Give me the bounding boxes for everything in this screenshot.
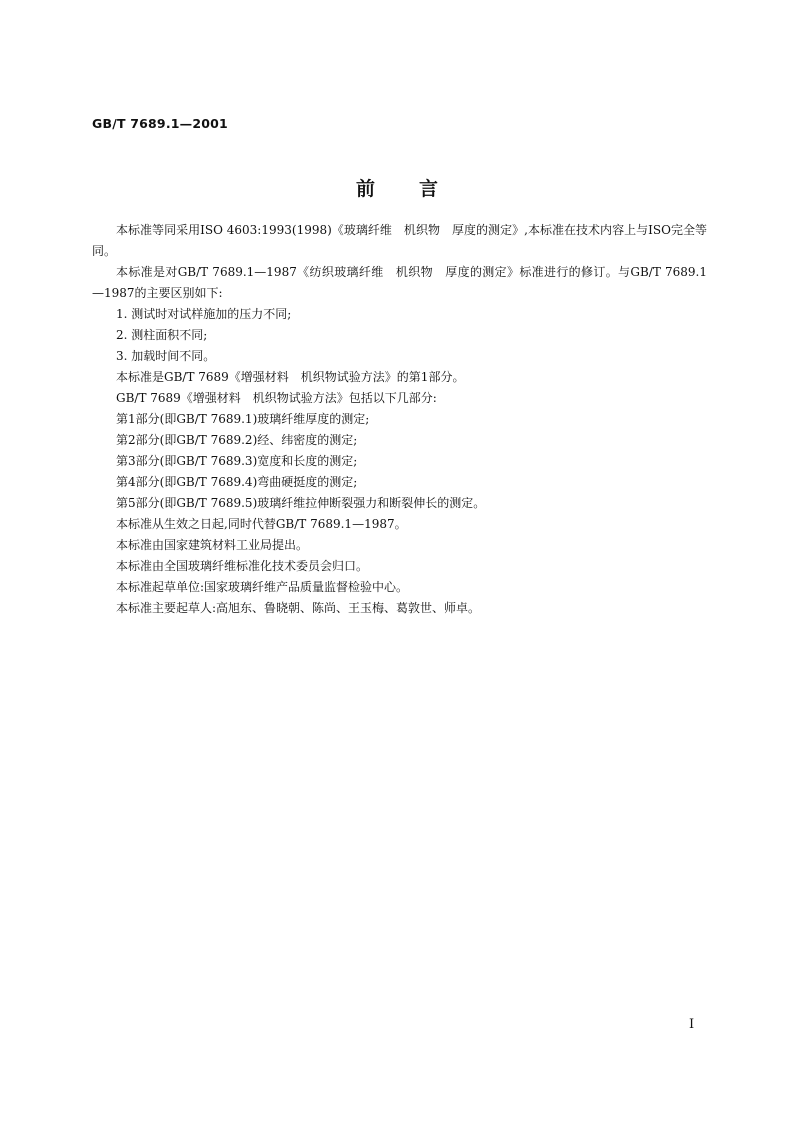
list-item: 3. 加载时间不同。 [116, 349, 216, 363]
paragraph-proposed: 本标准由国家建筑材料工业局提出。 [116, 538, 309, 552]
list-item: 第4部分(即GB/T 7689.4)弯曲硬挺度的测定; [116, 475, 358, 489]
list-item: 2. 测柱面积不同; [116, 328, 208, 342]
paragraph-adoption: 本标准等同采用ISO 4603:1993(1998)《玻璃纤维 机织物 厚度的测定》,本标准在技术内容上与ISO完全等同。 [92, 223, 707, 258]
paragraph-parts-intro: GB/T 7689《增强材料 机织物试验方法》包括以下几部分: [116, 391, 437, 405]
list-item: 第3部分(即GB/T 7689.3)宽度和长度的测定; [116, 454, 358, 468]
foreword-body [92, 220, 707, 619]
paragraph-drafting-unit: 本标准起草单位:国家玻璃纤维产品质量监督检验中心。 [116, 580, 409, 594]
paragraph-part-of: 本标准是GB/T 7689《增强材料 机织物试验方法》的第1部分。 [116, 370, 465, 384]
list-item: 第2部分(即GB/T 7689.2)经、纬密度的测定; [116, 433, 358, 447]
page-title: 前言 [355, 178, 482, 200]
page-number: I [689, 1017, 695, 1032]
list-item: 第5部分(即GB/T 7689.5)玻璃纤维拉伸断裂强力和断裂伸长的测定。 [116, 496, 486, 510]
list-item: 第1部分(即GB/T 7689.1)玻璃纤维厚度的测定; [116, 412, 370, 426]
standard-code: GB/T 7689.1—2001 [92, 116, 228, 131]
paragraph-effective: 本标准从生效之日起,同时代替GB/T 7689.1—1987。 [116, 517, 407, 531]
paragraph-revision: 本标准是对GB/T 7689.1—1987《纺织玻璃纤维 机织物 厚度的测定》标准进行的修订。与GB/T 7689.1—1987的主要区别如下: [92, 265, 707, 300]
paragraph-drafters: 本标准主要起草人:高旭东、鲁晓朝、陈尚、王玉梅、葛敦世、师卓。 [116, 601, 481, 615]
list-item: 1. 测试时对试样施加的压力不同; [116, 307, 292, 321]
paragraph-administered: 本标准由全国玻璃纤维标准化技术委员会归口。 [116, 559, 369, 573]
